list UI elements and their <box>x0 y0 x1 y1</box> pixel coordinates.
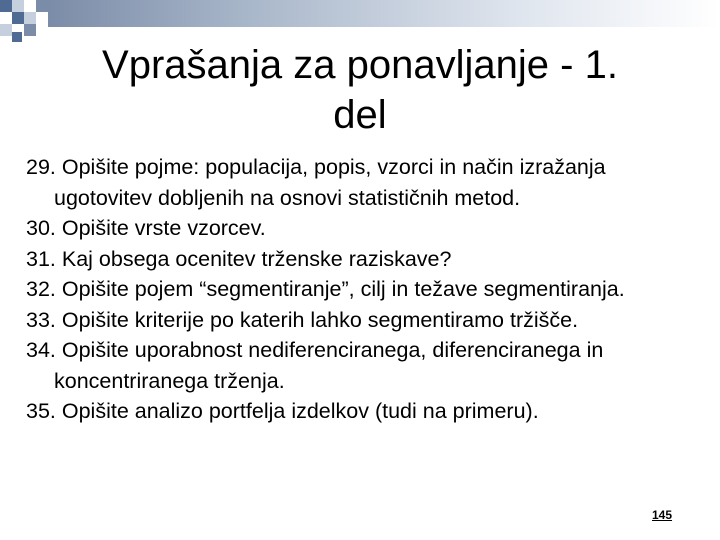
question-item-34-line-2: koncentriranega trženja. <box>54 368 285 393</box>
question-item-30-line-1: 30. Opišite vrste vzorcev. <box>26 216 266 240</box>
deco-square-4 <box>24 12 36 24</box>
question-item-35-line-1: 35. Opišite analizo portfelja izdelkov (tudi na primeru). <box>26 399 539 423</box>
page-number: 145 <box>652 508 673 522</box>
deco-square-7 <box>0 24 12 36</box>
question-item-29 <box>26 152 720 213</box>
question-item-29-line-1: 29. Opišite pojme: populacija, popis, vzorci in način izražanja <box>26 155 606 179</box>
question-item-35 <box>26 396 720 427</box>
slide-title-line-2: del <box>333 93 387 137</box>
question-item-33-line-1: 33. Opišite kriterije po katerih lahko segmentiramo tržišče. <box>26 307 579 332</box>
question-item-30 <box>26 213 720 244</box>
question-item-31 <box>26 244 720 275</box>
question-item-29-line-2: ugotovitev dobljenih na osnovi statističnih metod. <box>54 185 521 210</box>
question-item-31-line-1: 31. Kaj obsega ocenitev trženske raziskave? <box>26 246 452 271</box>
question-item-32 <box>26 274 720 305</box>
deco-square-6 <box>36 0 48 12</box>
slide-title-line-1: Vprašanja za ponavljanje - 1. <box>102 43 618 87</box>
question-item-32-line-1: 32. Opišite pojem “segmentiranje”, cilj in težave segmentiranja. <box>26 277 625 301</box>
question-list <box>26 152 720 427</box>
question-item-34 <box>26 335 720 396</box>
question-item-34-line-1: 34. Opišite uporabnost nediferenciranega, diferenciranega in <box>26 338 604 362</box>
deco-square-1 <box>0 0 12 12</box>
question-item-33 <box>26 305 720 336</box>
header-gradient-bar <box>48 0 720 27</box>
slide-title <box>0 40 720 140</box>
deco-square-3 <box>12 12 24 24</box>
deco-square-2 <box>12 0 24 12</box>
deco-square-5 <box>24 24 36 36</box>
